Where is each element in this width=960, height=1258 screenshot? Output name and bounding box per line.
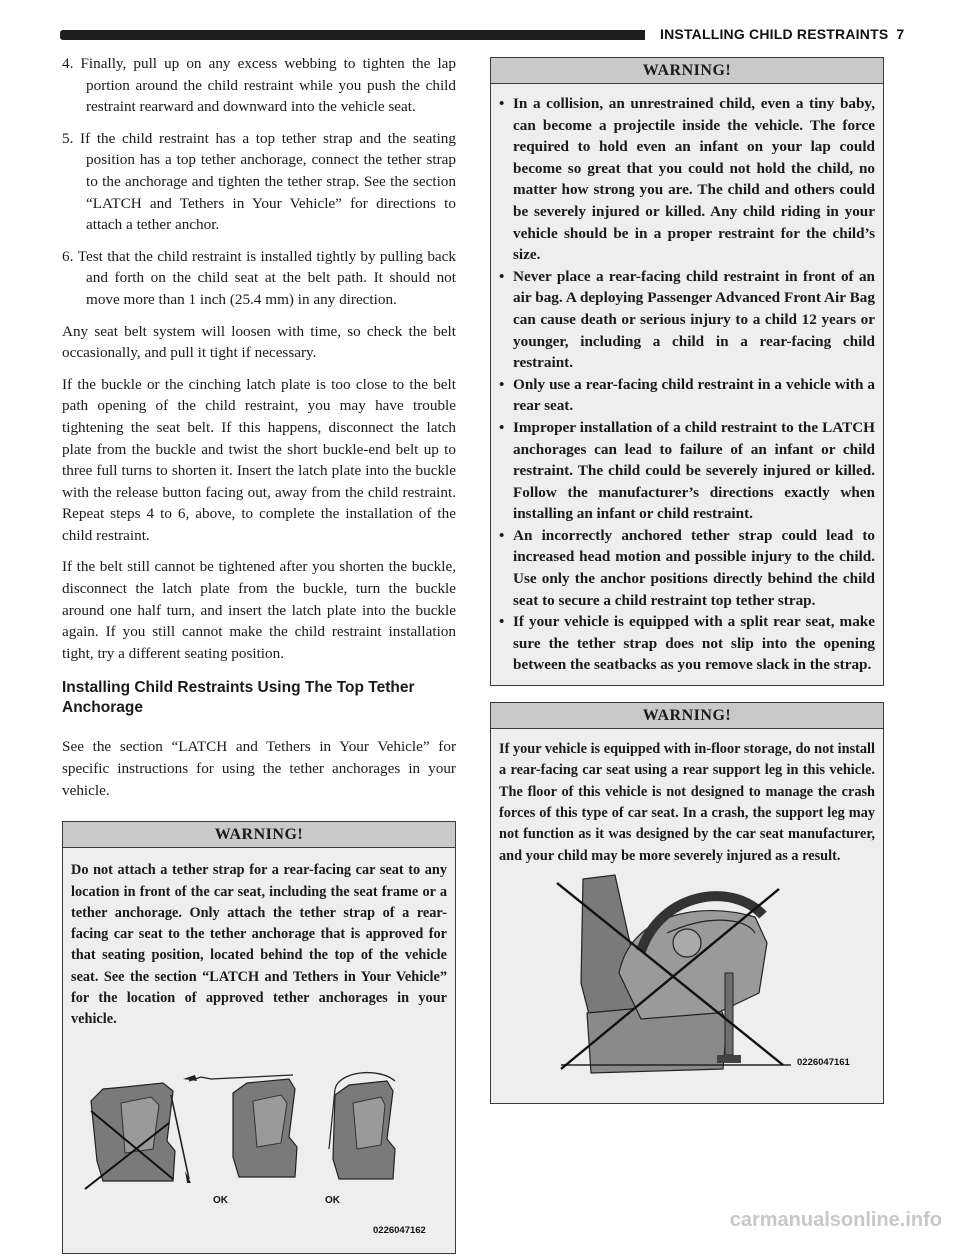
bullet-icon: •: [499, 418, 505, 436]
step-text: Finally, pull up on any excess webbing to tighten the lap portion around the child restraint while you push the child restraint rearward and downward into the vehicle seat.: [80, 55, 456, 116]
body-paragraph: If the belt still cannot be tightened after you shorten the buckle, disconnect the latch plate from the buckle, turn the buckle around one half turn, and insert the latch plate into the buckle again. If you still cannot make the child restraint installation tight, try a different seating position.: [62, 558, 456, 662]
warning-body: [491, 729, 883, 873]
step-4: [62, 53, 456, 118]
figure-code: 0226047162: [373, 1224, 426, 1236]
figure-code: 0226047161: [797, 1056, 850, 1068]
running-header: [660, 26, 904, 42]
right-column: [490, 57, 884, 1104]
warning-box-child-safety: [490, 57, 884, 686]
warning-item-text: If your vehicle is equipped with a split rear seat, make sure the tether strap does not slip into the opening between the seatbacks as you remove slack in the strap.: [513, 613, 875, 674]
warning-item: [499, 374, 875, 417]
warning-item-text: Only use a rear-facing child restraint in a vehicle with a rear seat.: [513, 375, 875, 415]
support-leg-illustration-svg: [491, 873, 883, 1103]
ok-label: OK: [325, 1194, 340, 1206]
bullet-icon: •: [499, 613, 505, 631]
warning-item: [499, 93, 875, 266]
warning-item-text: Never place a rear-facing child restraint in front of an air bag. A deploying Passenger Advanced Front Air Bag can cause death or serious injury to a child 12 years or younger, including a child in a rear-facing child restraint.: [513, 267, 875, 372]
seat-icon-2: [183, 1075, 297, 1206]
warning-item: [499, 417, 875, 525]
support-leg-illustration: [491, 873, 883, 1103]
step-number: 5.: [62, 129, 74, 147]
step-number: 6.: [62, 247, 74, 265]
warning-title: WARNING!: [63, 822, 455, 848]
warning-item: [499, 266, 875, 374]
page-number: 7: [896, 26, 905, 42]
warning-item: [499, 525, 875, 611]
body-paragraph: If the buckle or the cinching latch plate is too close to the belt path opening of the child restraint, you may have trouble tightening the seat belt. If this happens, disconnect the latch plate from the buckle and twist the short buckle-end belt up to three full turns to shorten it. Insert the latch plate into the buckle with the release button facing out, away from the child restraint. Repeat steps 4 to 6, above, to complete the installation of the child restraint.: [62, 375, 456, 544]
header-title: INSTALLING CHILD RESTRAINTS: [660, 26, 889, 42]
bullet-icon: •: [499, 526, 505, 544]
warning-text: Do not attach a tether strap for a rear-facing car seat to any location in front of the car seat, including the seat frame or a tether anchorage. Only attach the tether strap of a rear-facing car seat to the tether anchorage that is approved for that seating position, located behind the top of the vehicle seat. See the section “LATCH and Tethers in Your Vehicle” for the location of approved tether anchorages in your vehicle.: [71, 862, 447, 1028]
ok-label: OK: [213, 1194, 228, 1206]
section-heading: Installing Child Restraints Using The Top Tether Anchorage: [62, 679, 415, 717]
watermark: carmanualsonline.info: [729, 1209, 942, 1231]
seat-icon-3: [325, 1072, 395, 1205]
step-number: 4.: [62, 55, 74, 72]
warning-item-text: An incorrectly anchored tether strap could lead to increased head motion and possible injury to the child. Use only the anchor positions directly behind the child seat to secure a child restraint top tether strap.: [513, 526, 875, 609]
header-bar: [60, 30, 645, 40]
bullet-icon: •: [499, 375, 505, 393]
step-5: [62, 128, 456, 236]
warning-text: If your vehicle is equipped with in-floor storage, do not install a rear-facing car seat using a rear support leg in this vehicle. The floor of this vehicle is not designed to manage the crash forces of this type of car seat. In a crash, the support leg may not function as it was designed by the car seat manufacturer, and your child may be more severely injured as a result.: [499, 741, 875, 864]
warning-body: [63, 848, 455, 1030]
tether-illustration-svg: [63, 1031, 455, 1253]
warning-title: WARNING!: [491, 58, 883, 84]
bullet-icon: •: [499, 267, 505, 285]
warning-item-text: In a collision, an unrestrained child, even a tiny baby, can become a projectile inside the vehicle. The force required to hold even an infant on your lap could become so great that you could not hold the child, no matter how strong you are. The child and others could be severely injured or killed. Any child riding in your vehicle should be in a proper restraint for the child’s size.: [513, 95, 875, 264]
warning-box-support-leg: [490, 702, 884, 1104]
step-text: If the child restraint has a top tether strap and the seating position has a top tether anchorage, connect the tether strap to the anchorage and tighten the tether strap. See the section “LATCH and Tethers in Your Vehicle” for directions to attach a tether anchor.: [80, 129, 456, 234]
warning-list: [491, 84, 883, 685]
warning-item-text: Improper installation of a child restraint to the LATCH anchorages can lead to failure of an infant or child restraint. The child could be severely injured or killed. Follow the manufacturer’s directions exactly when installing an infant or child restraint.: [513, 418, 875, 523]
left-column: [62, 53, 456, 1254]
warning-item: [499, 611, 875, 676]
bullet-icon: •: [499, 95, 505, 112]
warning-title: WARNING!: [491, 703, 883, 729]
tether-illustration: [63, 1031, 455, 1253]
step-6: [62, 246, 456, 311]
section-paragraph: See the section “LATCH and Tethers in Your Vehicle” for specific instructions for using the tether anchorages in your vehicle.: [62, 738, 456, 799]
warning-box-tether: [62, 821, 456, 1253]
step-text: Test that the child restraint is installed tightly by pulling back and forth on the child seat at the belt path. It should not move more than 1 inch (25.4 mm) in any direction.: [77, 247, 456, 308]
body-paragraph: Any seat belt system will loosen with time, so check the belt occasionally, and pull it tight if necessary.: [62, 322, 456, 362]
seat-icon-1: [85, 1083, 191, 1189]
